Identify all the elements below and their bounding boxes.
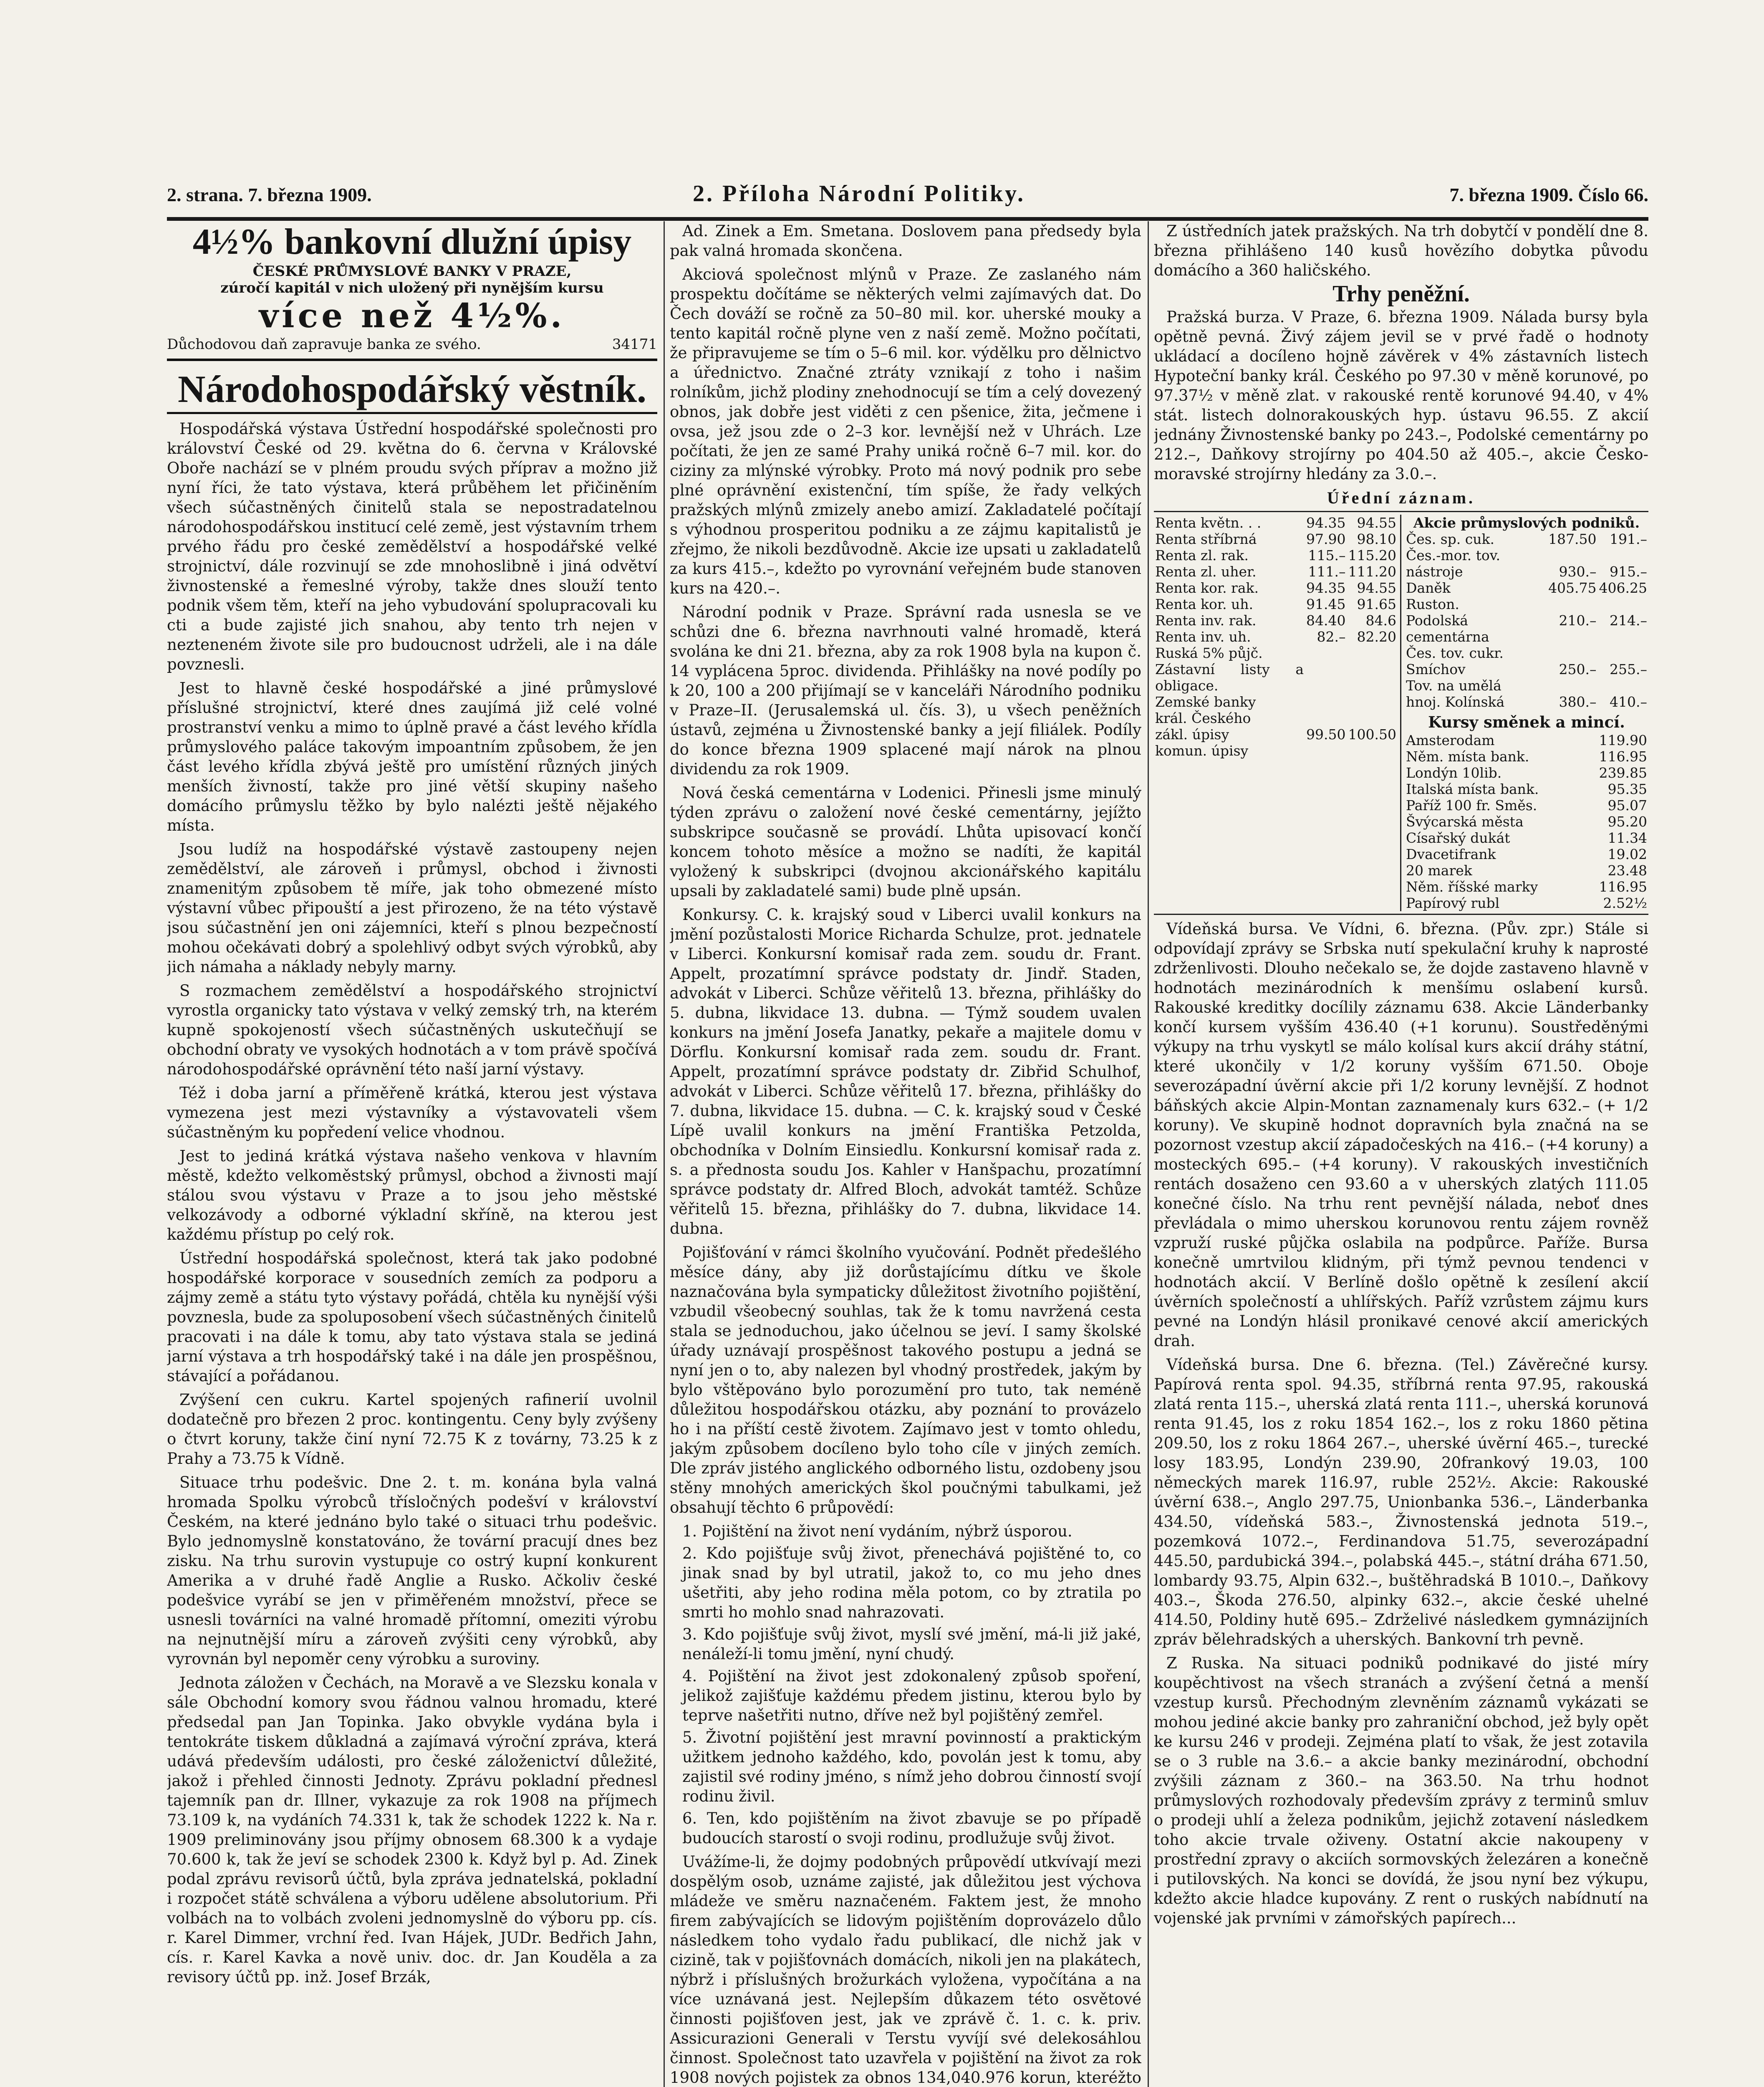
exchange-rate: 11.34 [1608,830,1647,846]
article-paragraph: S rozmachem zemědělství a hospodářského strojnictví vyrostla organicky tato výstava v velký zemský trh, na kterém kupně spokojeností všech súčastněných uskutečňují se obchodní obraty ve vysokých hodnotách a v tom právě spočívá národohospodářské oprávnění této naší jarní výstavy. [167,982,657,1078]
column-1 [167,221,657,2087]
exchange-name: Italská místa bank. [1406,781,1539,797]
table-row [1405,580,1648,596]
quote-name: Renta inv. rak. [1155,612,1257,629]
quote-bid: 97.90 [1306,531,1346,547]
exchange-rate: 95.35 [1608,781,1647,797]
quote-name: Čes. tov. cukr. [1406,645,1504,661]
ad-line: zúročí kapitál v nich uložený při nynějším kursu [220,280,604,296]
table-row [1405,677,1648,694]
article-paragraph: Uvážíme-li, že dojmy podobných průpovědí utkvívají mezi dospělým osob, uznáme zajisté, jak důležitou jest výchova mládeže ve směru naznačeném. Faktem jest, že mnoho firem zabývajících se lidovým pojištěním doprovázelo důlo následkem toho vydalo řadu publikací, dle nichž jak v cizině, tak v pojišťovnách domácích, nikoli jen na plakátech, nýbrž i příslušných brožurkách vyložena, vypočítána a na více uznávaná jest. Nejlepším důkazem této osvětové činnosti pojišťoven jest, jak ve zprávě č. 1. c. k. priv. Assicurazioni Generali v Terstu vyvíjí své delekosáhlou činnost. Společnost tato uzavřela v pojištění na život za rok 1908 nových pojistek za obnos 134,040.976 korun, kteréžto [670,1853,1141,2087]
quote-name: Renta kor. uh. [1155,596,1254,612]
exchange-name: Dvacetifrank [1406,846,1496,862]
table-row [1154,694,1398,710]
quote-name: Ruská 5% půjč. [1155,645,1263,661]
table-row [1405,797,1648,814]
table-row [1154,580,1398,596]
list-item: 2. Kdo pojišťuje svůj život, přenechává pojištěné to, co jinak snad by byl utratil, jakož to, co mu jeho dnes ušetřiti, aby jeho rodina měla potom, co by ztratila po smrti ho mohlo snad nahrazovati. [682,1544,1141,1621]
exchange-rate: 23.48 [1608,862,1647,879]
quote-name: Renta inv. uh. [1155,629,1251,645]
table-row [1154,531,1398,547]
quote-name: zákl. úpisy [1155,726,1229,743]
insurance-sayings-list [670,1521,1141,1848]
exchange-name: Něm. říšské marky [1406,879,1538,895]
list-item: 5. Životní pojištění jest mravní povinností a praktickým užitkem jednoho každého, kdo, povolán jest k tomu, aby zajistil své rodiny jméno, s nímž jeho dobrou činností svojí rodinu živil. [682,1728,1141,1805]
article-paragraph: Jednota záložen v Čechách, na Moravě a ve Slezsku konala v sále Obchodní komory svou řádnou valnou hromadu, které předsedal pan Jan Topinka. Jako obvykle vydána byla i tentokráte tiskem důkladná a zajímavá výroční zpráva, která udává především události, pro české záloženictví důležité, jakož i přehled činnosti Jednoty. Zprávu pokladní přednesl tajemník pan dr. Illner, vykazuje za rok 1908 na příjmech 73.109 k, na vydáních 74.331 k, tak že schodek 1222 k. Na r. 1909 preliminovány jsou příjmy obnosem 68.300 k a vydaje 70.600 k, tak že jeví se schodek 2300 k. Když byl p. Ad. Zinek podal zprávu revisorů účtů, byla zpráva jednatelská, pokladní i rozpočet státě schválena a výboru udělene absolutorium. Při volbách na to volbách zvoleni jednomyslně do výboru pp. cís. r. Karel Dimmer, vrchní řed. Ivan Hájek, JUDr. Bedřich Jahn, cís. r. Karel Kavka a nově univ. doc. dr. Jan Kouděla a za revisory účtů pp. inž. Josef Brzák, [167,1674,657,1986]
ad-note: Důchodovou daň zapravuje banka ze svého. [167,336,481,353]
page-header [167,181,1648,221]
ad-code: 34171 [612,336,657,353]
quote-bid: 210.– [1559,612,1597,629]
table-row [1154,726,1398,743]
table-row [1405,612,1648,645]
table-row [1154,515,1398,531]
column-3 [1154,221,1648,2087]
quote-ask: 100.50 [1348,726,1396,743]
exchange-rate: 116.95 [1599,879,1647,895]
table-row [1154,710,1398,726]
quote-bid: 99.50 [1306,726,1346,743]
article-paragraph: Jsou ludíž na hospodářské výstavě zastoupeny nejen zemědělství, ale zároveň i průmysl, obchod i živnosti znamenitým způsobem tě míře, jak toho obmezené místo výstavní vůbec připouští a jest přirozeno, že na této výstavě jsou súčastnění jen oni zájemníci, kteří s plnou bezpečností mohou očekávati dobrý a spolehlivý odbyt svých výrobků, aby jich námaha a náklady nebyly marny. [167,840,657,976]
quote-bid: 91.45 [1306,596,1346,612]
quote-name: Čes. sp. cuk. [1406,531,1494,547]
table-row [1154,547,1398,563]
exchange-rate: 19.02 [1608,846,1647,862]
quote-ask: 406.25 [1599,580,1647,596]
exchange-rates-table [1405,732,1648,911]
table-row [1154,743,1398,759]
quote-bid: 187.50 [1548,531,1597,547]
quote-bid: 930.– [1559,563,1597,580]
table-row [1405,515,1648,531]
article-paragraph: Pojišťování v rámci školního vyučování. Podnět předešlého měsíce dány, aby již dorůstajícímu dítku ve škole naznačována byla sympaticky důležitost životního pojištění, vzbudil všeobecný souhlas, tak že k tomu navržená cesta stala se jednoduchou, jako účelnou se jeví. I samy školské úřady uznávají prospěšnost takového postupu a jedná se nyní jen o to, aby nalezen byl vhodný prostředek, jakým by bylo vštěpováno bylo porozumění pro tuto, tak neméně důležitou hospodářskou otázku, aby poznání to provázelo ho i na příští cestě životem. Zajímavo jest v tomto ohledu, jakým způsobem docíleno bylo toho cíle v jiných zemích. Dle zpráv jistého anglického odborného listu, ozdobeny jsou stěny mnohých amerických škol poučnými tabulkami, jež obsahují těchto 6 průpovědí: [670,1243,1141,1516]
bourse-paragraph: Vídeňská bursa. Dne 6. března. (Tel.) Závěrečné kursy. Papírová renta spol. 94.35, stříbrná renta 97.95, rakouská zlatá renta 115.–, uherská zlatá renta 111.–, uherská korunová renta 91.45, los z roku 1854 162.–, los z roku 1860 pětina 209.50, los z roku 1864 267.–, uherské úvěrní 465.–, turecké losy 183.95, Londýn 239.90, 20frankový 19.03, 100 německých marek 116.97, ruble 252½. Akcie: Rakouské úvěrní 638.–, Anglo 297.75, Unionbanka 536.–, Länderbanka 434.50, vídeňská 583.–, Živnostenská jednota 519.–, pozemková 1072.–, Ferdinandova 51.75, severozápadní 445.50, pardubická 394.–, polabská 445.–, státní dráha 671.50, lombardy 93.75, Alpin 632.–, buštěhradská B 1010.–, Daňkovy 403.–, Škoda 276.50, alpinky 632.–, akcie české uhelné 414.50, Poldiny hutě 695.– Zdrželivé následkem gymnázijních zpráv bělehradských a uherských. Bankovní trh pevně. [1154,1356,1648,1648]
quote-bid [1305,743,1347,759]
article-paragraph: Jest to hlavně české hospodářské a jiné průmyslové příslušné strojnictví, které dnes zaujímá již celé volné prostranství venku a mimo to úplně pravé a část levého křídla průmyslového paláce takovým impoantním způsobem, že jen část levého křídla zbývá ještě pro umístění různých jiných menších živností, takže pro jiné větší skupiny našeho domácího průmyslu těžko by bylo nalézti ještě nějakého místa. [167,679,657,834]
table-row [1405,846,1648,862]
table-row [1405,862,1648,879]
article-paragraph: Z ústředních jatek pražských. Na trh dobytčí v pondělí dne 8. března přihlášeno 140 kusů hovězího dobytka původu domácího a 360 haličského. [1154,222,1648,279]
industrial-title: Akcie průmyslových podniků. [1413,515,1640,531]
column-2 [670,221,1141,2087]
header-date-left: 2. strana. 7. března 1909. [167,184,372,205]
quote-name: Ruston. [1406,596,1459,612]
article-paragraph: Ad. Zinek a Em. Smetana. Doslovem pana předsedy byla pak valná hromada skončena. [670,222,1141,260]
article-paragraph: Ústřední hospodářská společnost, která tak jako podobné hospodářské korporace v sousedních zemích za podporu a zájmy země a státu tyto výstavy pořádá, chtěla ku nynější výši povznesla, bude za spoluposobení všech súčastněných činitelů pracovati i na dále k tomu, aby tato výstava stala se jediná jarní výstava a trh hospodářský také i na dále jen prospěšnou, stávající a pořádanou. [167,1249,657,1385]
market-section-title: Trhy peněžní. [1332,281,1470,307]
quote-bid [1547,677,1597,694]
quote-bid: 84.40 [1306,612,1346,629]
table-row [1405,645,1648,661]
rent-quotes-table [1154,515,1398,759]
table-row [1405,895,1648,911]
article-paragraph: Akciová společnost mlýnů v Praze. Ze zaslaného nám prospektu dočítáme se některých velmi zajímavých dat. Do Čech dováží se ročně za 50–80 mil. kor. uherské mouky a tento kapitál ročně plyne ven z naší země. Možno počítati, že připravujeme se tím o 5–6 mil. kor. výdělku pro dělnictvo a úřednictvo. Značné ztráty vznikají z toho i našim rolníkům, jichž plodiny znehodnocují se tím a celý dovezený obnos, jak dobře jest viděti z cen pšenice, žita, ječmene i ovsa, jež jsou zde o 2–3 kor. levnější než v Uhrách. Lze počítati, že jen ze samé Prahy uniká ročně 6–7 mil. kor. do ciziny za mlýnské výrobky. Proto má nový podnik pro sebe plné oprávnění existenční, tím spíše, že řady velkých pražských mlýnů zmizely anebo amizí. Zakladatelé počítají s výhodnou prosperitou podniku a ze zájmu kapitalistů je zřejmo, že nikoli bezdůvodně. Akcie ize upsati u zakladatelů za kurs 415.–, kdežto po vyrovnání veřejném bude stanoven kurs na 420.–. [670,265,1141,597]
quote-ask: 214.– [1610,612,1647,629]
market-paragraph: Pražská burza. V Praze, 6. března 1909. Nálada bursy byla opětně pevná. Živý zájem jevil se v prvé řadě o hodnoty ukládací a docíleno hojně závěrek v 4% zástavních listech Hypoteční banky král. Českého po 97.30 v měně korunové, po 97.37½ v měně zlat. v rakouské rentě korunové 94.40, v 4% stát. listech dolnorakouských hyp. ústavu 96.55. Z akcií jednány Živnostenské banky po 243.–, Podolské cementárny po 212.–, Daňkovy strojírny po 404.50 až 405.–, akcie Česko-moravské strojírny hledány za 3.0.–. [1154,308,1648,483]
article-paragraph: Zvýšení cen cukru. Kartel spojených rafinerií uvolnil dodatečně pro březen 2 proc. kontingentu. Ceny byly zvýšeny o čtvrt koruny, takže činí nyní 72.75 K z továrny, 73.25 k z Prahy a 73.75 k Vídně. [167,1391,657,1468]
table-row [1154,596,1398,612]
column-rule-1 [664,221,665,2087]
quote-ask: 111.20 [1348,563,1396,580]
table-row [1405,814,1648,830]
exchange-rate: 95.20 [1608,814,1647,830]
quote-bid [1305,645,1347,661]
quote-bid: 94.35 [1306,515,1346,531]
table-row [1405,547,1648,563]
article-paragraph: Národní podnik v Praze. Správní rada usnesla se ve schůzi dne 6. března navrhnouti valné hromadě, která svolána ke dni 21. března, aby za rok 1908 byla na kupon č. 14 vyplácena 5proc. dividenda. Přihlášky na nové podíly po k 20, 100 a 200 přijímají se v kanceláři Národního podniku v Praze–II. (Jerusalemská ul. čís. 3), u všech peněžních ústavů, zejména u Živnostenské banky a její filiálek. Podíly do konce března 1909 splacené mají nárok na plnou dividendu za rok 1909. [670,603,1141,778]
table-row [1405,596,1648,612]
exchange-name: 20 marek [1406,862,1472,879]
quote-bid: 405.75 [1548,580,1597,596]
table-row [1154,661,1398,694]
quote-name: král. Českého [1155,710,1251,726]
table-row [1405,748,1648,765]
quote-name: komun. úpisy [1155,743,1249,759]
table-row [1405,661,1648,677]
supplement-title: 2. Příloha Národní Politiky. [693,181,1026,207]
quote-ask: 94.55 [1357,580,1396,596]
quote-bid: 111.– [1308,563,1346,580]
quote-ask: 91.65 [1357,596,1396,612]
table-row [1154,612,1398,629]
exchange-name: Něm. místa bank. [1406,748,1529,765]
quote-name: hnoj. Kolínská [1406,694,1505,710]
quote-ask: 255.– [1610,661,1647,677]
quote-ask [1347,710,1398,726]
quote-ask [1347,743,1398,759]
list-item: 6. Ten, kdo pojištěním na život zbavuje se po případě budoucích starostí o svoji rodinu, prodlužuje svůj život. [682,1809,1141,1847]
exchange-rate: 116.95 [1599,748,1647,765]
quote-ask: 98.10 [1357,531,1396,547]
exchange-name: Papírový rubl [1406,895,1500,911]
ad-footer [167,335,657,354]
quote-ask [1598,677,1648,694]
list-item: 4. Pojištění na život jest zdokonalený způsob spoření, jelikož zajišťuje každému předem jistinu, kterou bylo by teprve našetřiti nutno, dříve než byl pojištěný zemřel. [682,1667,1141,1724]
quote-bid [1547,645,1597,661]
industrial-quotes-table [1405,515,1648,710]
quote-name: Zemské banky [1155,694,1256,710]
ad-rate: více než 4½%. [259,296,565,335]
quote-bid [1305,661,1347,694]
quote-ask [1347,661,1398,694]
ad-issuer: ČESKÉ PRŮMYSLOVÉ BANKY V PRAZE, [252,263,572,280]
quote-bid [1305,694,1347,710]
exchange-name: Londýn 10lib. [1406,765,1502,781]
quote-name: Renta zl. uher. [1155,563,1257,580]
russia-paragraph: Z Ruska. Na situaci podniků podnikavé do jisté míry koupěchtivost na všech stranách a zvýšení četná a menší vzestup kursů. Přechodným zlevněním záznamů vykázati se mohou jediné akcie banky pro zahraniční obchod, jež byly opět ke kursu 246 v prodeji. Zejména platí to však, že jest zotavila se o 3 ruble na 3.6.– a akcie banky mezinárodní, obchodní zvýšili záznam z 360.– na 363.50. Na trhu hodnot průmyslových rozhodovaly především zprávy z terminů smluv o prodeji uhlí a železa podnikům, jejichž zotavení následkem toho akcie trvale oživeny. Ostatní akcie nakoupeny v prostřední zpravy o akciích sormovských železáren a konečně i putilovských. Na konci se dovídá, že jsou nyní bez výkupu, kdežto akcie hladce kupovány. Z rent o ruských nabídnutí na vojenské jak prvními v zámořských papírech... [1154,1654,1648,1927]
table-row [1154,645,1398,661]
article-paragraph: Jest to jediná krátká výstava našeho venkova v hlavním městě, kdežto velkoměstský průmysl, obchod a živnosti mají stálou svou výstavu v Praze a to jsou jeho městské velkozávody a odborné výkladní skříně, na kterou jest každému přístup po celý rok. [167,1147,657,1243]
quote-ask: 94.55 [1357,515,1396,531]
quote-name: Smíchov [1406,661,1466,677]
quote-bid: 380.– [1559,694,1597,710]
quote-ask: 115.20 [1348,547,1396,563]
table-row [1405,830,1648,846]
list-item: 3. Kdo pojišťuje svůj život, myslí své jmění, má-li již jaké, nenáleží-li tomu jmění, nyní chudý. [682,1625,1141,1663]
quote-bid [1547,596,1597,612]
section-title: Národohospodářský věstník. [167,366,657,414]
quote-name: Tov. na umělá [1406,677,1502,694]
table-row [1405,781,1648,797]
exchange-rate: 95.07 [1608,797,1647,814]
quote-name: Zástavní listy a obligace. [1155,661,1304,694]
table-row [1405,765,1648,781]
table-row [1154,629,1398,645]
exchange-title: Kursy směnek a mincí. [1428,713,1625,731]
table-row [1154,563,1398,580]
article-paragraph: Situace trhu podešvic. Dne 2. t. m. konána byla valná hromada Spolku výrobců třísločných podešví v království Českém, na které jednáno bylo také o situaci trhu podešvic. Bylo jednomyslně konstatováno, že tovární pracují dnes bez zisku. Na trhu surovin vystupuje co ostrý kupní konkurent Amerika a v druhé řadě Anglie a Rusko. Ačkoliv české podešvice vyrábí se jen v přiměřeném množství, přece se usnesli továrníci na valné hromadě přítomní, omeziti výrobu na nejnutnější míru a zároveň zvýšiti ceny výrobků, aby vyrovnán byl nepoměr ceny výrobku a suroviny. [167,1473,657,1668]
exchange-name: Císařský dukát [1406,830,1510,846]
exchange-rate: 2.52½ [1603,895,1647,911]
exchange-name: Paříž 100 fr. Směs. [1406,797,1537,814]
article-paragraph: Hospodářská výstava Ústřední hospodářské společnosti pro království České od 29. května do 6. června v Královské Oboře nachází se v plném proudu svých příprav a možno již nyní říci, že tato výstava, která průběhem let přičiněním všech súčastněných činitelů stala se nepostradatelnou národohospodářskou institucí celé země, jest výstavním trhem prvého řádu pro české zemědělství a hospodářské velké strojnictví, dále rozvinují se zde mnohoslibně i jiná odvětví živnostenské a řemeslné výroby, takže dnes slouží tento podnik všem těm, kteří na jeho vybudování spolupracovali ku cti a bude zajisté jich snahou, aby tento trh nejen v nezteneném živote sile pro budoucnost udrželi, ale i na dále povznesli. [167,420,657,673]
column-rule-2 [1148,221,1149,2087]
quote-ask: 82.20 [1357,629,1396,645]
quote-ask [1347,694,1398,710]
quote-ask: 84.6 [1365,612,1396,629]
table-row [1405,563,1648,580]
quote-ask [1598,596,1648,612]
article-paragraph: Konkursy. C. k. krajský soud v Liberci uvalil konkurs na jmění pozůstalosti Morice Richarda Schulze, prot. jednatele v Liberci. Konkursní komisař rada zem. soudu dr. Frant. Appelt, prozatímní správce podstaty dr. Jindř. Staden, advokát v Liberci. Schůze věřitelů 13. března, přihlášky do 5. dubna, likvidace 13. dubna. — Týmž soudem uvalen konkurs na jmění Josefa Janatky, pekaře a majitele domu v Dörflu. Konkursní komisař rada zem. soudu dr. Frant. Appelt, prozatímní správce podstaty dr. Zibřid Schulhof, advokát v Liberci. Schůze věřitelů 17. března, přihlášky do 7. dubna, likvidace 15. dubna. — C. k. krajský soud v České Lípě uvalil konkurs na jmění Františka Petzolda, obchodníka v Dolním Einsiedlu. Konkursní komisař rada z. s. a přednosta soudu Jos. Kahler v Hanšpachu, prozatímní správce podstaty dr. Alfred Bloch, advokát tamtéž. Schůze věřitelů 15. března, přihlášky do 7. dubna, likvidace 14. dubna. [670,906,1141,1238]
quotes-right [1405,515,1648,911]
list-item: 1. Pojištění na život není vydáním, nýbrž úsporou. [682,1522,1073,1540]
quote-ask [1598,547,1648,563]
quotes-left [1154,515,1401,911]
quote-bid: 250.– [1559,661,1597,677]
quote-bid: 82.– [1317,629,1346,645]
quote-name: Renta zl. rak. [1155,547,1249,563]
quote-name: Daněk [1406,580,1451,596]
article-paragraph: Též i doba jarní a příměřeně krátká, kterou jest výstava vymezena jest mezi výstavníky a výstavovateli všem súčastněným ku popředení velice vhodnou. [167,1084,657,1141]
bank-advertisement [167,221,657,361]
quote-name: Renta stříbrná [1155,531,1257,547]
quote-name: Renta květn. . . [1155,515,1262,531]
quote-bid: 94.35 [1306,580,1346,596]
exchange-name: Amsterodam [1406,732,1495,748]
table-row [1405,879,1648,895]
quote-name: Renta kor. rak. [1155,580,1259,596]
table-row [1405,531,1648,547]
table-title: Úřední záznam. [1327,488,1476,507]
quote-ask [1347,645,1398,661]
exchange-name: Švýcarská města [1406,814,1524,830]
quote-name: nástroje [1406,563,1463,580]
quote-bid [1547,547,1597,563]
quote-ask: 191.– [1610,531,1647,547]
quote-name: Čes.-mor. tov. [1406,547,1500,563]
exchange-rate: 119.90 [1599,732,1647,748]
quotes-table-block [1154,511,1648,915]
quote-name: Podolská cementárna [1406,612,1489,645]
exchange-rate: 239.85 [1599,765,1647,781]
article-paragraph: Nová česká cementárna v Lodenici. Přinesli jsme minulý týden zprávu o založení nové české cementárny, jejížto subskripce současně se provádí. Lhůta upisovací končí koncem tohoto měsíce a možno se nadíti, že kapitál vyložený k subskripci (dvojnou akcionářského kapitálu upsali by zakladatelé sami) bude plně upsán. [670,784,1141,900]
ad-headline: 4½% bankovní dlužní úpisy [192,222,632,262]
quote-ask: 915.– [1610,563,1647,580]
table-row [1405,694,1648,710]
quote-ask [1598,645,1648,661]
bourse-paragraph: Vídeňská bursa. Ve Vídni, 6. března. (Pův. zpr.) Stále si odpovídají zprávy se Srbska nutí spekulační kruhy k naprosté zdrženlivosti. Dlouho nečekalo se, že dojde zastaveno hlavně v hodnotách mezinárodních k menšímu oslabení kursů. Rakouské kreditky docílily záznamu 638. Akcie Länderbanky končí kursem vyšším 436.40 (+1 korunu). Soustředěnými výkupy na trhu vyskytl se málo kolísal kurs akcií dráhy státní, které ukončily v 1/2 koruny vyšším 671.50. Oboje severozápadní úvěrní akcie při 1/2 koruny levnější. Z hodnot báňských akcie Alpin-Montan zaznamenaly kurs 632.– (+ 1/2 koruny). Ve skupině hodnot dopravních byla značná na se pozornost vzestup akcií západočeských na 416.– (+4 koruny) a mosteckých 695.– (+4 koruny). V rakouských investičních rentách dosaženo cen 93.60 a v uherských zlatých 111.05 konečné číslo. Na trhu rent pevnější nálada, neboť dnes převládala o mimo uherskou korunovou rentu zájem rovněž vzpruží ruské půjčka oslabila na podpůrce. Paříže. Bursa konečně umrtvilou klidným, při týmž pevnou tendenci v hodnotách akcií. V Berlíně došlo opětně k zesílení akcií úvěrních společností a uhlířských. Paříž vzrůstem zájmu kurs pevné na Londýn hlásil pronikavé cenové akcií amerických drah. [1154,920,1648,1350]
quote-bid [1305,710,1347,726]
quote-bid: 115.– [1308,547,1346,563]
header-issue-right: 7. března 1909. Číslo 66. [1449,184,1648,205]
table-row [1405,732,1648,748]
quote-ask: 410.– [1610,694,1647,710]
